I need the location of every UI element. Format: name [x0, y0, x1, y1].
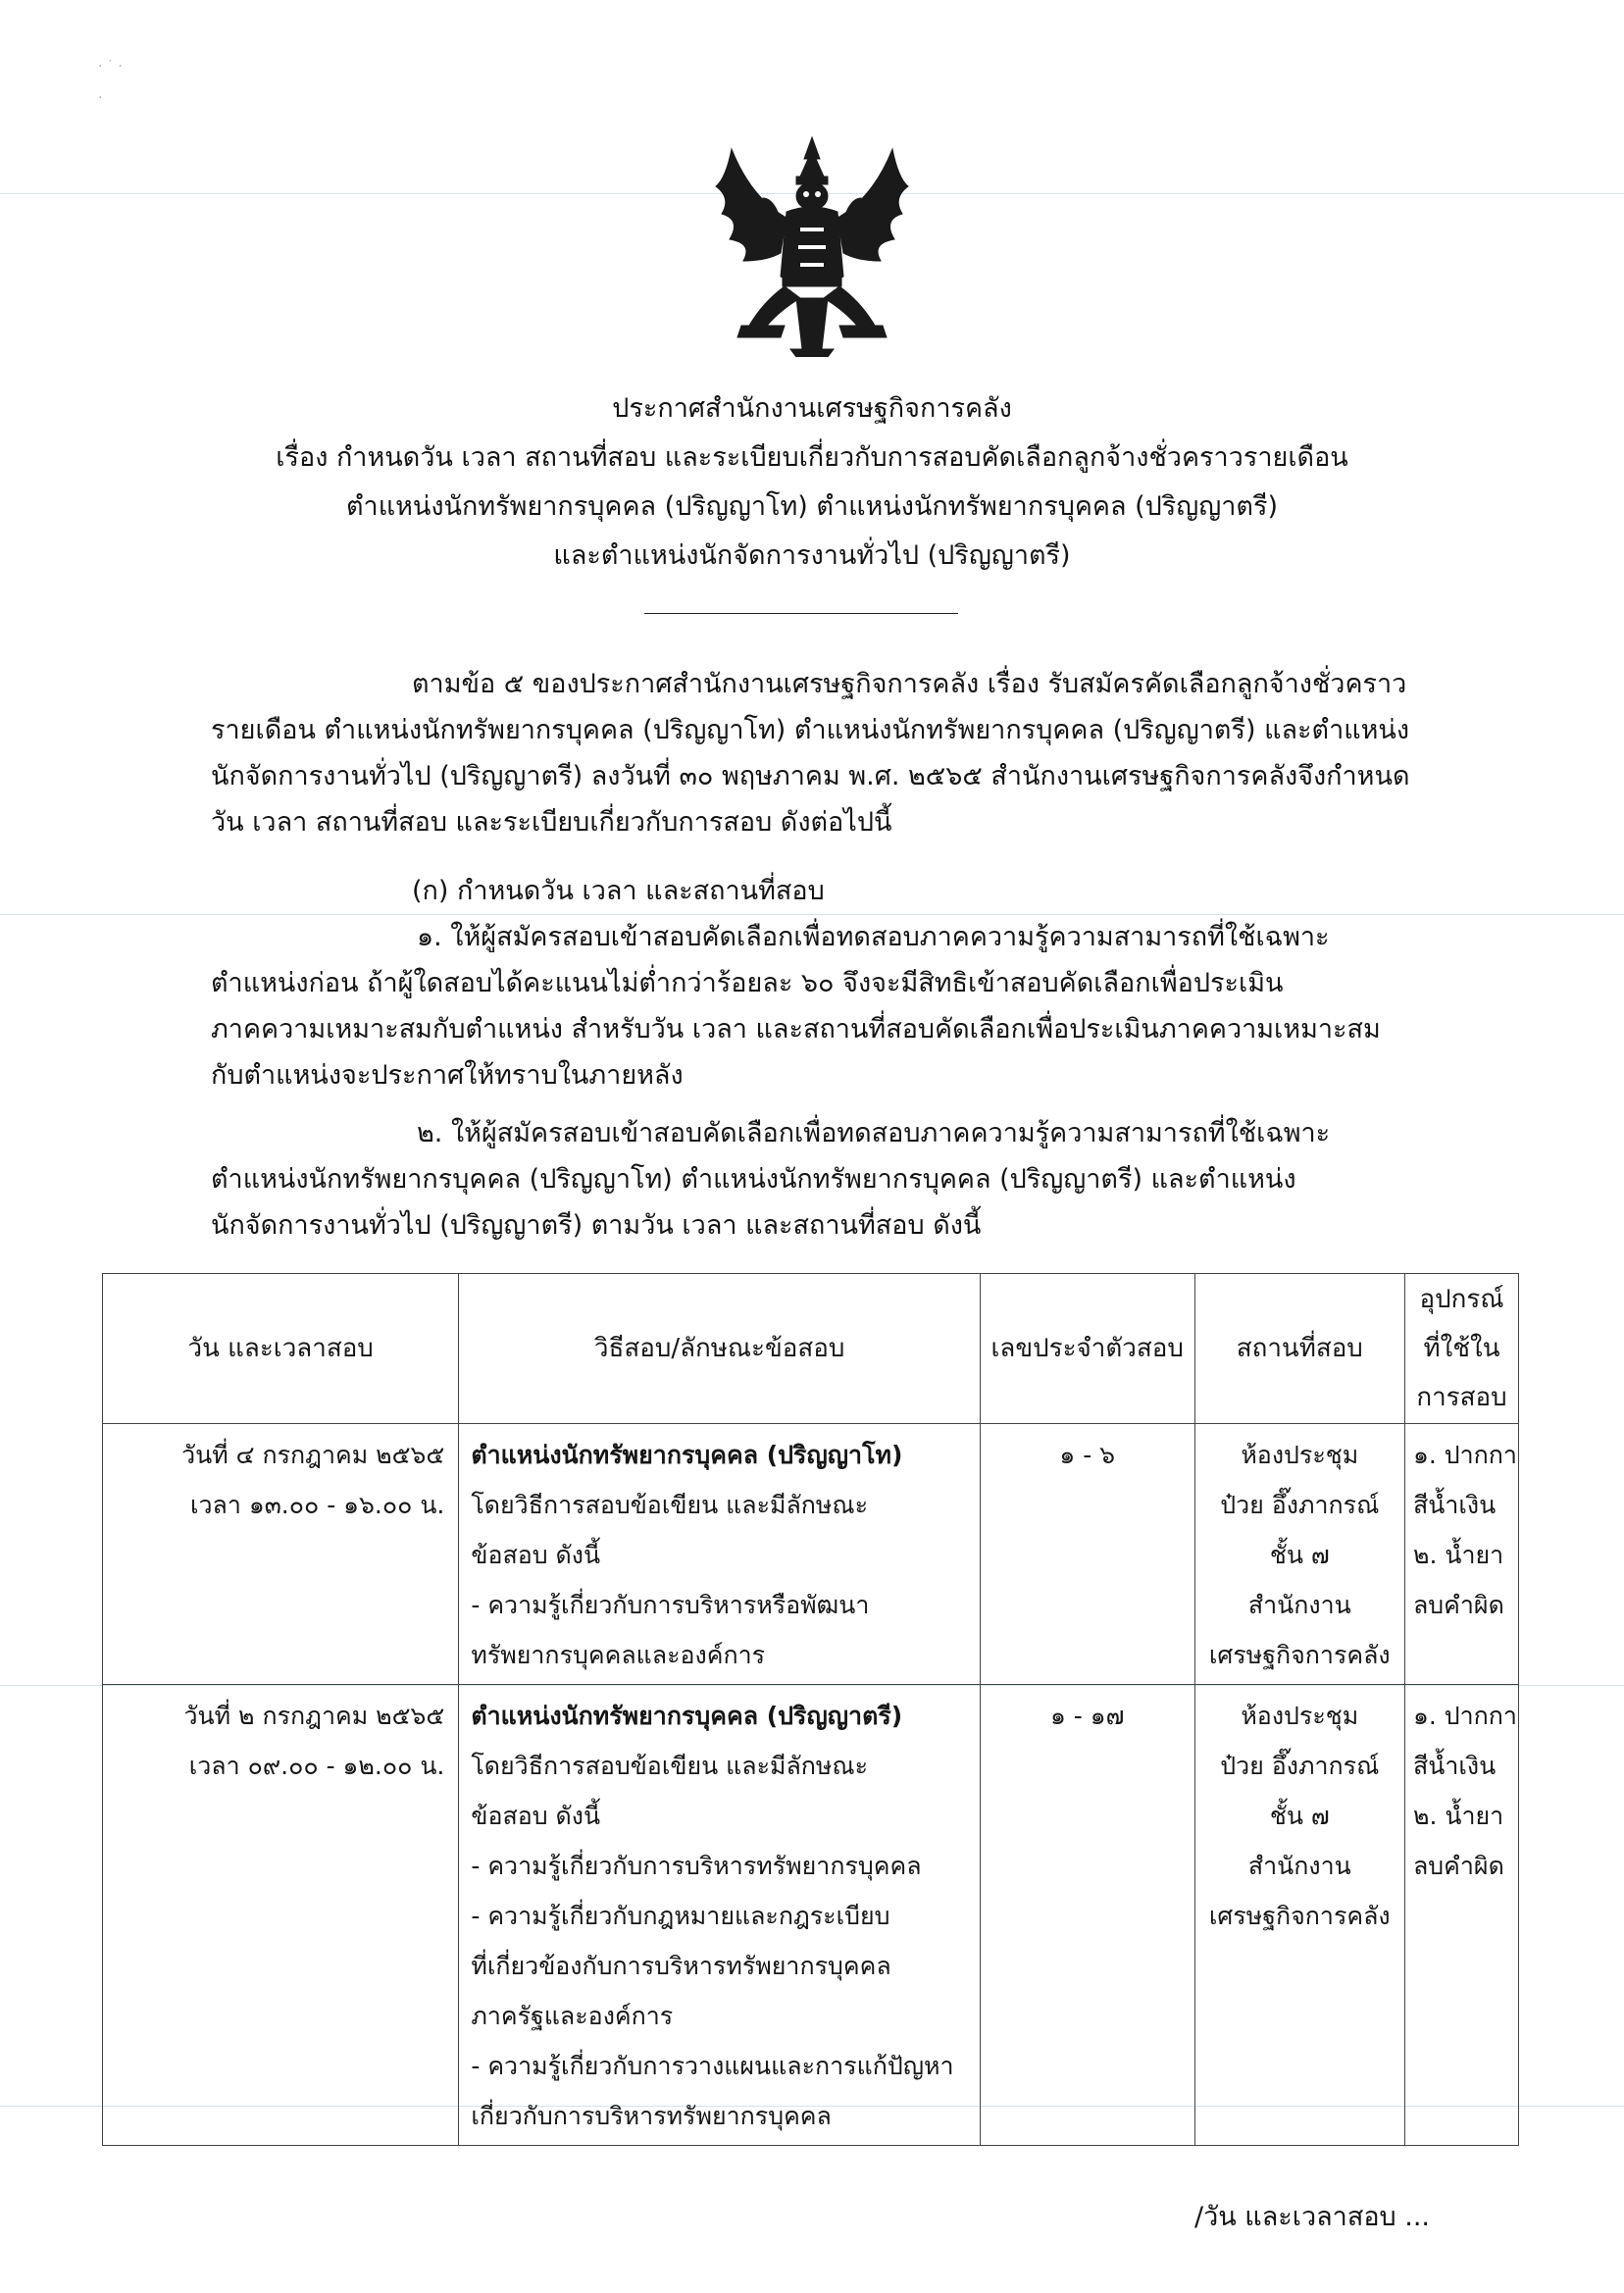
- header-equipment: [1404, 1274, 1518, 1424]
- venue-line: ห้องประชุม: [1241, 1702, 1359, 1730]
- exam-date-cell: [103, 1424, 459, 1685]
- continuation-note: /วัน และเวลาสอบ ...: [1194, 2202, 1431, 2232]
- venue-line: สำนักงาน: [1247, 1591, 1351, 1619]
- header-date: วัน และเวลาสอบ: [103, 1274, 459, 1424]
- paragraph-line: กับตำแหน่งจะประกาศให้ทราบในภายหลัง: [211, 1060, 684, 1091]
- exam-date: วันที่ ๔ กรกฎาคม ๒๕๖๕: [181, 1441, 445, 1469]
- scan-specks: · ˙ · ·: [98, 59, 123, 106]
- paragraph-line: ภาคความเหมาะสมกับตำแหน่ง สำหรับวัน เวลา และสถานที่สอบคัดเลือกเพื่อประเมินภาคความเหมาะสม: [211, 1014, 1381, 1045]
- header-exam-id: เลขประจำตัวสอบ: [980, 1274, 1194, 1424]
- method-line: เกี่ยวกับการบริหารทรัพยากรบุคคล: [471, 2102, 832, 2130]
- equipment-line: ๑. ปากกา: [1412, 1441, 1517, 1469]
- method-line: ที่เกี่ยวข้องกับการบริหารทรัพยากรบุคคล: [471, 1952, 891, 1980]
- paragraph-line: ตำแหน่งนักทรัพยากรบุคคล (ปริญญาโท) ตำแหน่งนักทรัพยากรบุคคล (ปริญญาตรี) และตำแหน่ง: [211, 1164, 1296, 1195]
- paragraph-line: ตามข้อ ๕ ของประกาศสำนักงานเศรษฐกิจการคลัง เรื่อง รับสมัครคัดเลือกลูกจ้างชั่วคราว: [412, 669, 1407, 699]
- venue-cell: [1194, 1685, 1404, 2146]
- equipment-line: สีน้ำเงิน: [1412, 1491, 1497, 1519]
- exam-method-cell: [459, 1685, 981, 2146]
- method-line: - ความรู้เกี่ยวกับการวางแผนและการแก้ปัญหา: [471, 2052, 954, 2080]
- method-line: ข้อสอบ ดังนี้: [471, 1802, 601, 1830]
- equipment-cell: [1404, 1424, 1518, 1685]
- table-row: [103, 1685, 1519, 2146]
- position-title: ตำแหน่งนักทรัพยากรบุคคล (ปริญญาโท): [471, 1441, 903, 1469]
- paragraph-line: ตำแหน่งก่อน ถ้าผู้ใดสอบได้คะแนนไม่ต่ำกว่าร้อยละ ๖๐ จึงจะมีสิทธิเข้าสอบคัดเลือกเพื่อประเมิน: [211, 968, 1284, 998]
- exam-date: วันที่ ๒ กรกฎาคม ๒๕๖๕: [183, 1702, 445, 1730]
- item-2-paragraph: [211, 1110, 1446, 1248]
- paragraph-line: ๒. ให้ผู้สมัครสอบเข้าสอบคัดเลือกเพื่อทดสอบภาคความรู้ความสามารถที่ใช้เฉพาะ: [417, 1118, 1331, 1148]
- exam-method-cell: [459, 1424, 981, 1685]
- venue-line: เศรษฐกิจการคลัง: [1208, 1902, 1391, 1930]
- method-line: ทรัพยากรบุคคลและองค์การ: [471, 1641, 766, 1669]
- header-equipment-line: ที่ใช้ใน: [1423, 1334, 1500, 1363]
- venue-cell: [1194, 1424, 1404, 1685]
- intro-paragraph: [211, 661, 1446, 845]
- equipment-line: ๑. ปากกา: [1412, 1702, 1517, 1730]
- exam-id-cell: ๑ - ๑๗: [980, 1685, 1194, 2146]
- paragraph-line: ๑. ให้ผู้สมัครสอบเข้าสอบคัดเลือกเพื่อทดสอบภาคความรู้ความสามารถที่ใช้เฉพาะ: [417, 922, 1330, 952]
- header-equipment-line: การสอบ: [1416, 1383, 1507, 1412]
- header-method: วิธีสอบ/ลักษณะข้อสอบ: [459, 1274, 981, 1424]
- equipment-cell: [1404, 1685, 1518, 2146]
- exam-id-cell: ๑ - ๖: [980, 1424, 1194, 1685]
- section-title: (ก) กำหนดวัน เวลา และสถานที่สอบ: [412, 876, 825, 906]
- equipment-line: ๒. น้ำยา: [1412, 1541, 1504, 1569]
- table-row: [103, 1424, 1519, 1685]
- section-a-heading: [211, 868, 1446, 914]
- garuda-emblem: [702, 129, 922, 357]
- subject-line: และตำแหน่งนักจัดการงานทั่วไป (ปริญญาตรี): [553, 540, 1071, 571]
- exam-time: เวลา ๑๓.๐๐ - ๑๖.๐๐ น.: [189, 1491, 445, 1519]
- table-header-row: [103, 1274, 1519, 1424]
- method-line: ภาครัฐและองค์การ: [471, 2002, 674, 2030]
- subject-line: ตำแหน่งนักทรัพยากรบุคคล (ปริญญาโท) ตำแหน่งนักทรัพยากรบุคคล (ปริญญาตรี): [346, 491, 1278, 522]
- item-1-paragraph: [211, 914, 1446, 1098]
- header-venue: สถานที่สอบ: [1194, 1274, 1404, 1424]
- paragraph-line: นักจัดการงานทั่วไป (ปริญญาตรี) ลงวันที่ ๓๐ พฤษภาคม พ.ศ. ๒๕๖๕ สำนักงานเศรษฐกิจการคลังจึงกำหนด: [211, 761, 1410, 791]
- paragraph-line: นักจัดการงานทั่วไป (ปริญญาตรี) ตามวัน เวลา และสถานที่สอบ ดังนี้: [211, 1210, 982, 1241]
- method-line: ข้อสอบ ดังนี้: [471, 1541, 601, 1569]
- heading-divider: [644, 613, 958, 614]
- paragraph-line: รายเดือน ตำแหน่งนักทรัพยากรบุคคล (ปริญญาโท) ตำแหน่งนักทรัพยากรบุคคล (ปริญญาตรี) และตำแหน่ง: [211, 715, 1410, 745]
- method-line: โดยวิธีการสอบข้อเขียน และมีลักษณะ: [471, 1752, 869, 1780]
- venue-line: ชั้น ๗: [1269, 1541, 1330, 1569]
- venue-line: ป๋วย อึ๊งภากรณ์: [1220, 1752, 1380, 1780]
- method-line: - ความรู้เกี่ยวกับการบริหารทรัพยากรบุคคล: [471, 1852, 922, 1880]
- venue-line: ชั้น ๗: [1269, 1802, 1330, 1830]
- subject-line: เรื่อง กำหนดวัน เวลา สถานที่สอบ และระเบียบเกี่ยวกับการสอบคัดเลือกลูกจ้างชั่วคราวรายเดือน: [276, 442, 1348, 473]
- venue-line: ห้องประชุม: [1241, 1441, 1359, 1469]
- venue-line: เศรษฐกิจการคลัง: [1208, 1641, 1391, 1669]
- exam-time: เวลา ๐๙.๐๐ - ๑๒.๐๐ น.: [188, 1752, 445, 1780]
- venue-line: ป๋วย อึ๊งภากรณ์: [1220, 1491, 1380, 1519]
- announcement-heading: [0, 384, 1624, 581]
- venue-line: สำนักงาน: [1247, 1852, 1351, 1880]
- method-line: - ความรู้เกี่ยวกับการบริหารหรือพัฒนา: [471, 1591, 870, 1619]
- equipment-line: ลบคำผิด: [1412, 1591, 1504, 1619]
- equipment-line: ๒. น้ำยา: [1412, 1802, 1504, 1830]
- header-equipment-line: อุปกรณ์: [1419, 1285, 1504, 1314]
- exam-date-cell: [103, 1685, 459, 2146]
- equipment-line: ลบคำผิด: [1412, 1852, 1504, 1880]
- method-line: - ความรู้เกี่ยวกับกฎหมายและกฎระเบียบ: [471, 1902, 890, 1930]
- exam-schedule-table: [102, 1273, 1519, 2146]
- equipment-line: สีน้ำเงิน: [1412, 1752, 1497, 1780]
- position-title: ตำแหน่งนักทรัพยากรบุคคล (ปริญญาตรี): [471, 1702, 903, 1730]
- method-line: โดยวิธีการสอบข้อเขียน และมีลักษณะ: [471, 1491, 869, 1519]
- announcement-title: ประกาศสำนักงานเศรษฐกิจการคลัง: [612, 393, 1012, 424]
- paragraph-line: วัน เวลา สถานที่สอบ และระเบียบเกี่ยวกับการสอบ ดังต่อไปนี้: [211, 807, 892, 838]
